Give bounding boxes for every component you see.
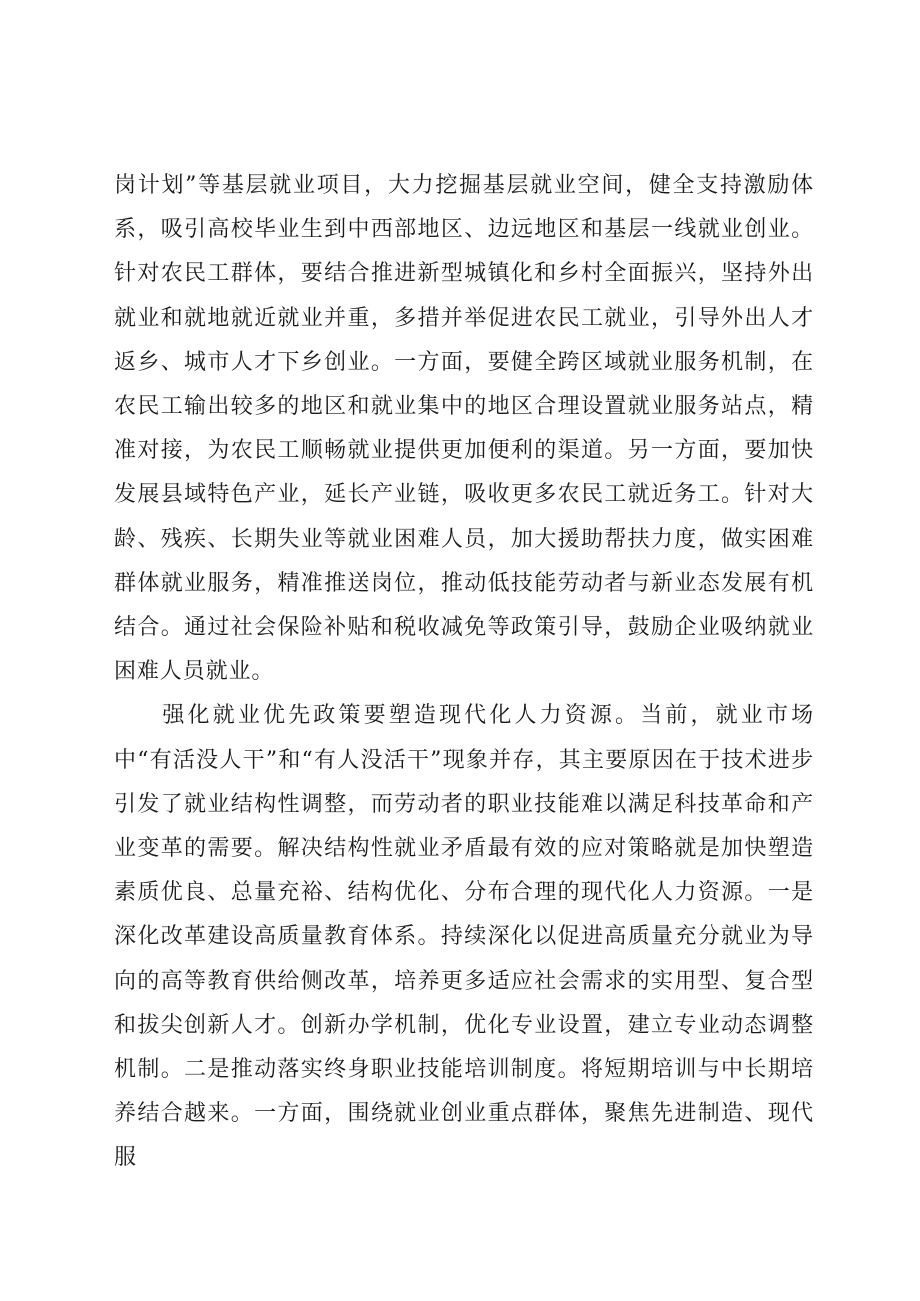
document-body — [114, 164, 814, 1181]
paragraph-2: 强化就业优先政策要塑造现代化人力资源。当前，就业市场中“有活没人干”和“有人没活干”现象并存，其主要原因在于技术进步引发了就业结构性调整，而劳动者的职业技能难以满足科技革命和产业变革的需要。解决结构性就业矛盾最有效的应对策略就是加快塑造素质优良、总量充裕、结构优化、分布合理的现代化人力资源。一是深化改革建设高质量教育体系。持续深化以促进高质量充分就业为导向的高等教育供给侧改革，培养更多适应社会需求的实用型、复合型和拔尖创新人才。创新办学机制，优化专业设置，建立专业动态调整机制。二是推动落实终身职业技能培训制度。将短期培训与中长期培养结合越来。一方面，围绕就业创业重点群体，聚焦先进制造、现代服 — [114, 703, 814, 1171]
paragraph-1: 岗计划”等基层就业项目，大力挖掘基层就业空间，健全支持激励体系，吸引高校毕业生到中西部地区、边远地区和基层一线就业创业。针对农民工群体，要结合推进新型城镇化和乡村全面振兴，坚持外出就业和就地就近就业并重，多措并举促进农民工就业，引导外出人才返乡、城市人才下乡创业。一方面，要健全跨区域就业服务机制，在农民工输出较多的地区和就业集中的地区合理设置就业服务站点，精准对接，为农民工顺畅就业提供更加便利的渠道。另一方面，要加快发展县域特色产业，延长产业链，吸收更多农民工就近务工。针对大龄、残疾、长期失业等就业困难人员，加大援助帮扶力度，做实困难群体就业服务，精准推送岗位，推动低技能劳动者与新业态发展有机结合。通过社会保险补贴和税收减免等政策引导，鼓励企业吸纳就业困难人员就业。 — [114, 173, 814, 685]
